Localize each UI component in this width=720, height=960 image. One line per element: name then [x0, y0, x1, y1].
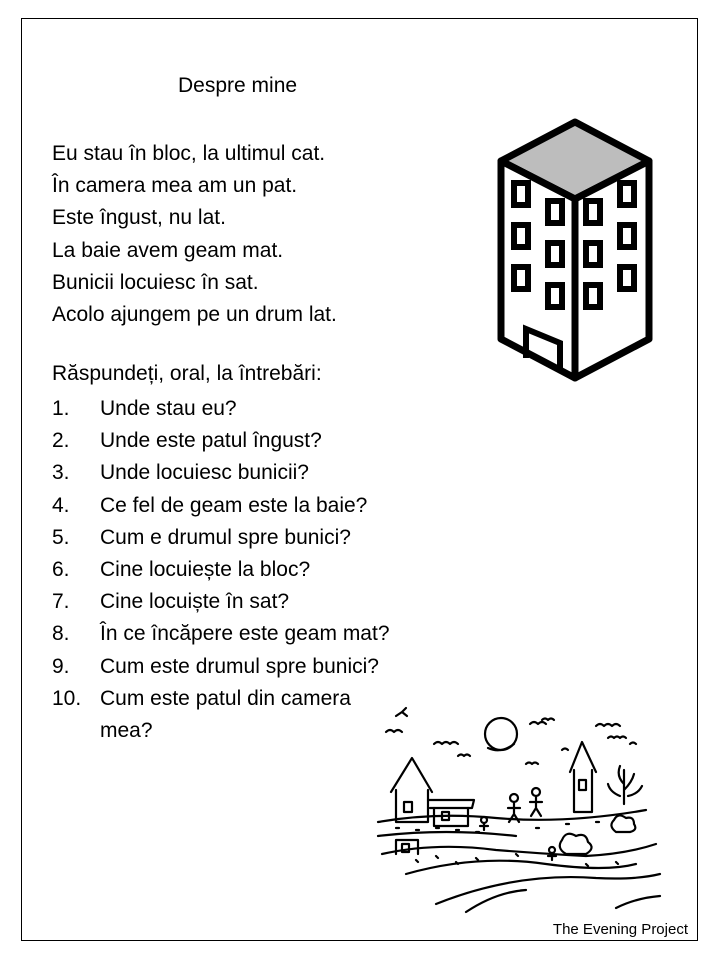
question-item: [52, 393, 442, 425]
questions-prompt: Răspundeți, oral, la întrebări:: [52, 362, 322, 385]
question-item: [52, 586, 442, 618]
poem: [52, 138, 337, 331]
question-number: 3.: [52, 461, 70, 485]
question-number: 10.: [52, 686, 82, 710]
question-number: 6.: [52, 558, 70, 582]
question-text: În ce încăpere este geam mat?: [100, 622, 390, 646]
village-landscape-illustration: [376, 704, 662, 914]
question-item: [52, 425, 442, 457]
question-text: Unde stau eu?: [100, 397, 237, 420]
question-text: Cum este patul din camera mea?: [100, 686, 351, 743]
question-number: 2.: [52, 429, 70, 453]
poem-line: Acolo ajungem pe un drum lat.: [52, 303, 337, 327]
question-text: Unde locuiesc bunicii?: [100, 461, 309, 485]
page-title: Despre mine: [178, 74, 298, 97]
question-text: Cine locuiește la bloc?: [100, 558, 311, 582]
question-text: Ce fel de geam este la baie?: [100, 493, 368, 517]
apartment-building-icon: [496, 117, 654, 383]
questions-list: [52, 393, 442, 747]
poem-line: În camera mea am un pat.: [52, 174, 298, 198]
question-number: 8.: [52, 622, 70, 646]
question-item: [52, 683, 390, 747]
poem-line: Este îngust, nu lat.: [52, 206, 226, 230]
question-text: Cum e drumul spre bunici?: [100, 525, 351, 549]
question-item: [52, 490, 442, 522]
question-item: [52, 651, 442, 683]
question-number: 5.: [52, 525, 70, 549]
footer-credit: The Evening Project: [552, 921, 688, 938]
question-number: 9.: [52, 654, 70, 678]
question-item: [52, 522, 442, 554]
question-number: 1.: [52, 397, 70, 420]
poem-line: La baie avem geam mat.: [52, 238, 284, 262]
question-number: 7.: [52, 590, 70, 614]
question-text: Cum este drumul spre bunici?: [100, 654, 379, 678]
question-number: 4.: [52, 493, 70, 517]
poem-line: Bunicii locuiesc în sat.: [52, 270, 259, 294]
question-item: [52, 457, 442, 489]
question-text: Unde este patul îngust?: [100, 429, 322, 453]
question-item: [52, 618, 442, 650]
poem-line: Eu stau în bloc, la ultimul cat.: [52, 142, 326, 165]
question-item: [52, 554, 442, 586]
question-text: Cine locuiște în sat?: [100, 590, 290, 614]
